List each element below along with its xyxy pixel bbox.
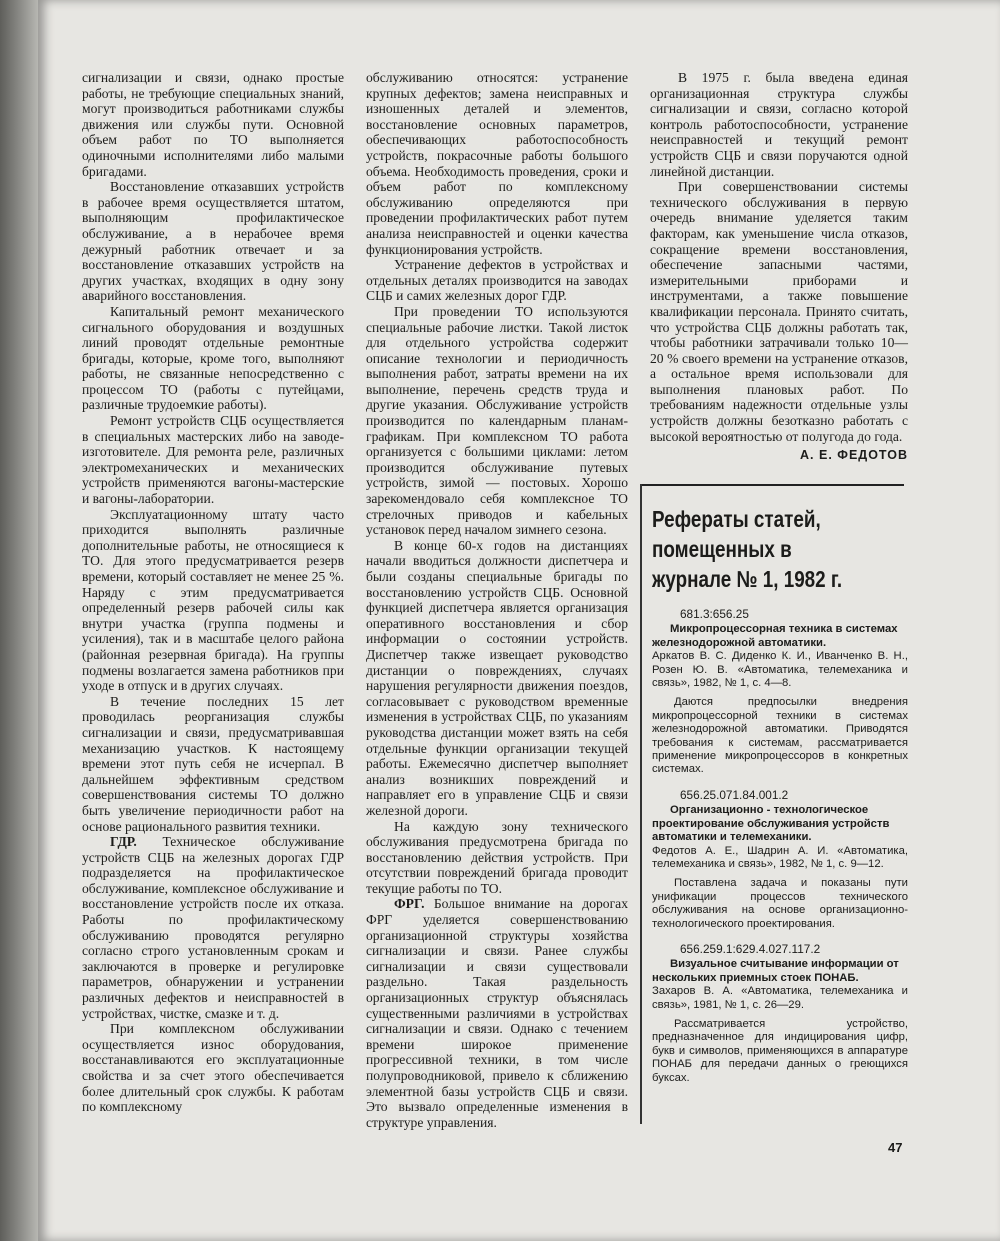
country-lead-gdr: ГДР.	[110, 834, 137, 850]
abstract-item	[652, 943, 908, 1085]
paragraph: Восстановление отказавших устройств в рабочее время осуществляется штатом, выполняющим профилактическое обслуживание, а в нерабочее время дежурный работник отвечает и за восстановление отказавших устройств на других участках, входящих в одну зону аварийного восстановления.	[82, 179, 344, 304]
udc-code: 681.3:656.25	[680, 607, 749, 621]
paragraph: В течение последних 15 лет проводилась реорганизация службы сигнализации и связи, предусматривавшая механизацию участков. К настоящему времени этот путь себя не исчерпал. В дальнейшем эффективным средством совершенствования системы ТО должно быть увеличение периодичности работ на основе рационального развития техники.	[82, 693, 344, 834]
paragraph-gdr	[82, 834, 344, 1021]
paragraph: сигнализации и связи, однако простые работы, не требующие специальных знаний, могут производиться работниками службы движения или службы пути. Основной объем работ по ТО выполняется одиночными исполнителями либо малыми бригадами.	[82, 70, 344, 179]
paragraph: При проведении ТО используются специальные рабочие листки. Такой листок для отдельного устройства содержит описание технологии и периодичность выполнения работ, затраты времени на их выполнение, перечень средств труда и другие указания. Обслуживание устройств производится по календарным планам-графикам. При комплексном ТО работа организуется с большими циклами: летом производится обслуживание путевых устройств, зимой — постовых. Хорошо зарекомендовало себя комплексное ТО стрелочных приводов и кабельных установок перед началом зимнего сезона.	[366, 303, 628, 538]
page-number: 47	[888, 1140, 903, 1155]
udc-code: 656.259.1:629.4.027.117.2	[680, 941, 821, 956]
paragraph-frg	[366, 896, 628, 1130]
abstracts-title: Рефераты статей, помещенных в журнале № 1, 1982 г.	[652, 506, 843, 592]
abstract-heading: Микропроцессорная техника в системах железнодорожной автоматики.	[652, 623, 898, 649]
binding-gutter	[0, 0, 38, 1241]
abstract-citation: Захаров В. А. «Автоматика, телемеханика и связь», 1981, № 1, с. 26—29.	[652, 985, 908, 1011]
paragraph: В конце 60-х годов на дистанциях начали вводиться должности диспетчера и были созданы специальные бригады по восстановлению устройств СЦБ. Основной функцией диспетчера является организация оперативного восстановления и сбор информации о состоянии устройств. Диспетчер также извещает руководство дистанции о повреждениях, случаях нарушения регулярности движения поездов, согласовывает с руководством временные изменения в устройствах СЦБ, по указаниям руководства дистанции может взять на себя отдельные функции организации текущей работы. Ежемесячно диспетчер выполняет анализ возникших повреждений и направляет его в управление СЦБ и связи железной дороги.	[366, 537, 628, 818]
article-author: А. Е. ФЕДОТОВ	[800, 448, 908, 463]
text-column-2	[366, 70, 628, 1130]
country-lead-frg: ФРГ.	[394, 896, 425, 912]
paragraph-text: Большое внимание на дорогах ФРГ уделяется совершенствованию организационной структуры хозяйства сигнализации и связи. Ранее службы сигнализации и связи существовали раздельно. Такая раздельность организационных структур объяснялась существенными различиями в устройствах сигнализации и связи. Однако с течением времени широкое применение прогрессивной техники, в том числе полупроводниковой, привело к сближению элементной базы устройств СЦБ и связи. Это вызвало определенные изменения в структуре управления.	[366, 896, 628, 1130]
abstract-heading: Визуальное считывание информации от нескольких приемных стоек ПОНАБ.	[652, 958, 899, 984]
text-column-1	[82, 70, 344, 1115]
paragraph: Устранение дефектов в устройствах и отдельных деталях производится на заводах СЦБ и самих железных дорог ГДР.	[366, 257, 628, 304]
paragraph: При комплексном обслуживании осуществляется износ оборудования, восстанавливаются его эксплуатационные свойства и за счет этого обеспечивается более длительный срок службы. К работам по комплексному	[82, 1021, 344, 1115]
paragraph: При совершенствовании системы технического обслуживания в первую очередь внимание уделяется таким факторам, как уменьшение числа отказов, сокращение времени восстановления, обеспечение запасными частями, измерительными приборами и инструментами, а также повышение квалификации персонала. Принято считать, что устройства СЦБ должны работать так, чтобы работники затрачивали только 10—20 % своего времени на устранение отказов, а остальное время использовали для выполнения плановых работ. По требованиям надежности отдельные узлы устройств должны безотказно работать с высокой вероятностью от полугода до года.	[650, 179, 908, 444]
abstract-citation: Аркатов В. С. Диденко К. И., Иванченко В. Н., Розен Ю. В. «Автоматика, телемеханика и связь», 1982, № 1, с. 4—8.	[652, 650, 908, 690]
paragraph: В 1975 г. была введена единая организационная структура службы сигнализации и связи, согласно которой контроль работоспособности, устранение неисправностей и текущий ремонт устройств СЦБ и связи поручаются одной линейной дистанции.	[650, 70, 908, 179]
abstract-text: Даются предпосылки внедрения микропроцессорной техники в системах железнодорожной автоматики. Приводятся требования к системам, рассматривается применение микропроцессоров в конкретных системах.	[652, 696, 908, 776]
udc-code: 656.25.071.84.001.2	[680, 787, 789, 802]
paragraph: Эксплуатационному штату часто приходится выполнять различные дополнительные работы, не относящиеся к ТО. Для этого предусматривается резерв времени, который составляет не менее 25 %. Наряду с этим предусматривается определенный резерв рабочей силы как внутри участка (группа подмены и усиления), так и в масштабе целого района (районная резервная бригада). На группы подмены возлагается замена работников при уходе в отпуск и в других случаях.	[82, 506, 344, 694]
abstracts-top-rule	[642, 484, 904, 486]
abstract-text: Рассматривается устройство, предназначенное для индицирования цифр, букв и символов, применяющихся в аппаратуре ПОНАБ для передачи данных о греющихся буксах.	[652, 1017, 908, 1084]
paragraph: На каждую зону технического обслуживания предусмотрена бригада по восстановлению действия устройств. При отсутствии повреждений бригада проводит текущие работы по ТО.	[366, 818, 628, 896]
abstracts-section	[642, 492, 908, 1097]
text-column-3	[650, 70, 908, 464]
paragraph-text: Техническое обслуживание устройств СЦБ на железных дорогах ГДР подразделяется на профилактическое обслуживание, комплексное обслуживание и восстановление устройств после их отказа. Работы по профилактическому обслуживанию проводятся регулярно согласно строго установленным срокам и заключаются в проверке и регулировке параметров, обнаружении и устранении различных дефектов и неисправностей в устройствах, чистке, смазке и т. д.	[82, 834, 344, 1021]
abstract-item	[652, 608, 908, 777]
paragraph: Ремонт устройств СЦБ осуществляется в специальных мастерских либо на заводе-изготовителе. Для ремонта реле, различных электромеханических и механических устройств применяются вагоны-мастерские и вагоны-лаборатории.	[82, 413, 344, 507]
paragraph: обслуживанию относятся: устранение крупных дефектов; замена неисправных и изношенных деталей и элементов, восстановление основных параметров, обеспечивающих работоспособность устройств, покрасочные работы большого объема. Необходимость проведения, сроки и объем работ по комплексному обслуживанию определяются при проведении профилактических работ путем анализа неисправностей и оценки качества функционирования устройств.	[366, 70, 628, 257]
abstract-citation: Федотов А. Е., Шадрин А. И. «Автоматика, телемеханика и связь», 1982, № 1, с. 9—12.	[652, 844, 908, 870]
abstract-text: Поставлена задача и показаны пути унификации процессов технического обслуживания на основе организационно-технологического проектирования.	[652, 877, 908, 930]
abstract-heading: Организационно - технологическое проектирование обслуживания устройств автоматики и телемеханики.	[652, 804, 890, 844]
abstract-item	[652, 789, 908, 931]
paragraph: Капитальный ремонт механического сигнального оборудования и воздушных линий проводят отдельные ремонтные бригады, которые, кроме того, выполняют работы, не связанные непосредственно с процессом ТО (работы с путейцами, различные трудоемкие работы).	[82, 303, 344, 413]
